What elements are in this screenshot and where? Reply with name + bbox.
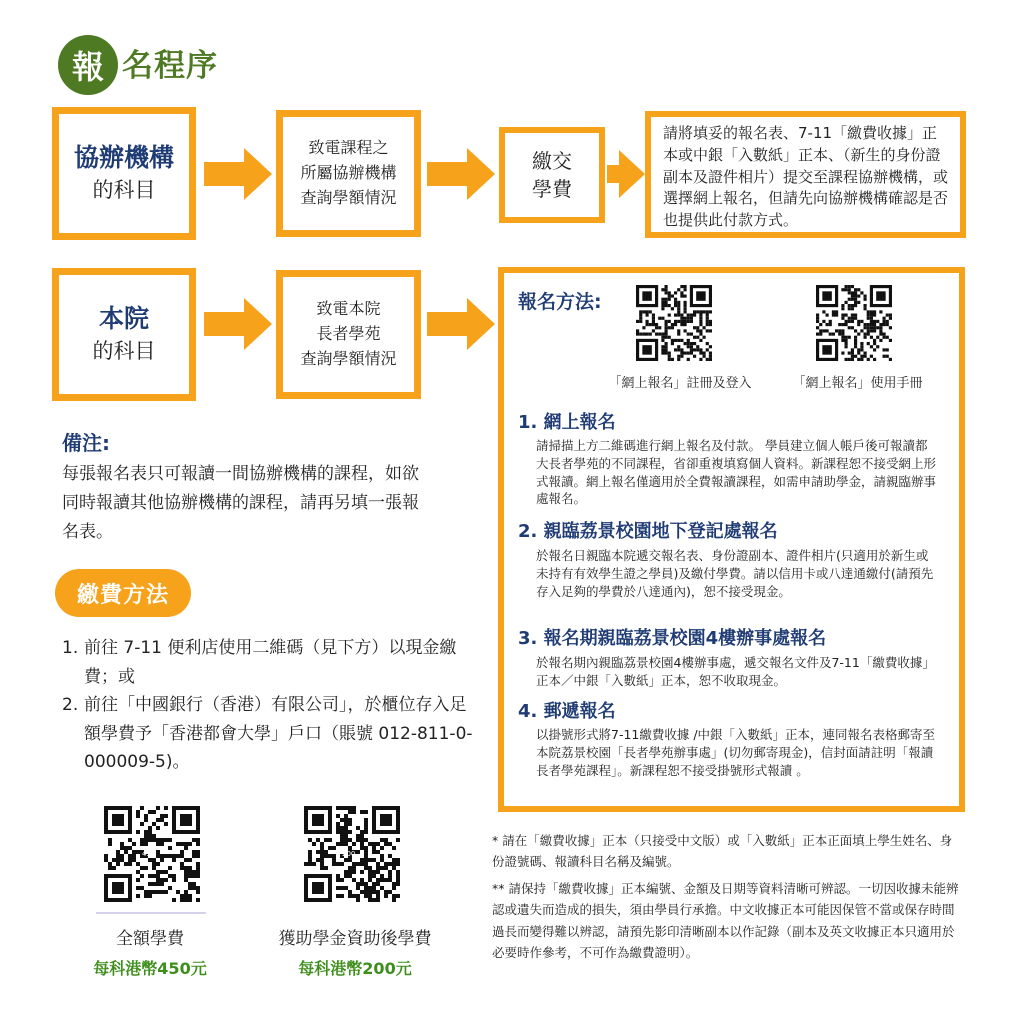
qr-label-full-fee: 全額學費 (116, 929, 184, 949)
qr-price-subsidised-fee: 每科港幣200元 (298, 959, 412, 978)
divider (96, 912, 206, 914)
flow-box-call-college (276, 270, 421, 399)
title-badge: 報 (58, 35, 118, 95)
notes-title: 備注: (62, 431, 110, 455)
flow-box-call-college-line3: 查詢學額情況 (300, 348, 397, 368)
payment-list (62, 634, 482, 777)
flow-box-submit-info (645, 111, 966, 238)
footnote-2: ** 請保持「繳費收據」正本編號、金額及日期等資料清晰可辨認。一切因收據未能辨認或遺失而造成的損失，須由學員行承擔。中文收據正本可能因保管不當或保存時間過長而變得難以辨認，請預先影印清晰副本以作記錄（副本及英文收據正本只適用於必要時作參考，不可作為繳費證明）。 (492, 881, 959, 960)
qr-center-text: 200 (342, 850, 356, 858)
flow-box-call-partner (276, 110, 421, 237)
flow-box-call-partner-line2: 所屬協辦機構 (300, 163, 397, 183)
registration-title: 報名方法: (518, 291, 602, 313)
qr-label-subsidised-fee: 獲助學金資助後學費 (278, 929, 432, 949)
payment-method-pill: 繳費方法 (55, 569, 191, 617)
payment-item-2 (62, 691, 482, 777)
arrow-right-icon (427, 148, 495, 200)
section-body-in-person-gf: 於報名日親臨本院遞交報名表、身份證副本、證件相片(只適用於新生或未持有有效學生證之學員)及繳付學費。請以信用卡或八達通繳付(請預先存入足夠的學費於八達通內)，恕不接受現金。 (536, 548, 934, 599)
flow-box-call-partner-line3: 查詢學額情況 (300, 187, 397, 207)
section-body-mail: 以掛號形式將7-11繳費收據 /中銀「入數紙」正本，連同報名表格郵寄至本院荔景校園「長者學苑辦事處」(切勿郵寄現金)，信封面請註明「報讀長者學苑課程」。新課程恕不接受掛號形式報讀 。 (536, 727, 936, 778)
payment-item-number: 1. (62, 638, 79, 658)
flow-box-college-title: 本院 (98, 304, 149, 334)
arrow-right-icon (204, 298, 272, 350)
qr-code-icon[interactable] (816, 285, 892, 361)
qr-caption-manual: 「網上報名」使用手冊 (792, 376, 923, 391)
section-heading-online: 1. 網上報名 (518, 412, 616, 433)
qr-code-online-manual (816, 285, 892, 361)
flow-box-college-sub: 的科目 (92, 339, 156, 364)
payment-item-text: 前往「中國銀行（香港）有限公司」，於櫃位存入足額學費予「香港都會大學」戶口（賬號 012-811-0-000009-5)。 (84, 695, 473, 773)
arrow-right-icon (427, 298, 495, 350)
qr-price-full-fee: 每科港幣450元 (93, 959, 207, 978)
flow-box-college-course (52, 268, 196, 401)
qr-code-icon[interactable] (636, 285, 712, 361)
qr-code-icon[interactable] (304, 806, 400, 902)
flow-box-submit-text: 請將填妥的報名表、7-11「繳費收據」正本或中銀「入數紙」正本、（新生的身份證副本及證件相片）提交至課程協辦機構，或選擇網上報名，但請先向協辦機構確認是否也提供此付款方式。 (663, 124, 949, 229)
qr-caption-login: 「網上報名」註冊及登入 (608, 376, 752, 391)
section-heading-mail: 4. 郵遞報名 (518, 701, 616, 722)
payment-item-1 (62, 634, 482, 691)
flow-box-partner-course (52, 107, 196, 240)
flow-box-pay-line2: 學費 (532, 177, 572, 201)
flow-box-pay-line1: 繳交 (532, 149, 572, 173)
flow-box-partner-sub: 的科目 (92, 178, 156, 203)
flow-box-pay-fee (499, 127, 605, 223)
section-body-online: 請掃描上方二維碼進行網上報名及付款。 學員建立個人帳戶後可報讀都大長者學苑的不同課程，省卻重複填寫個人資料。新課程恕不接受網上形式報讀。網上報名僅適用於全費報讀課程，如需申請助學金，請親臨辦事處報名。 (536, 438, 937, 507)
qr-center-text: 450 (142, 850, 156, 858)
section-heading-in-person-4f: 3. 報名期親臨荔景校園4樓辦事處報名 (518, 628, 827, 649)
section-heading-in-person-gf: 2. 親臨荔景校園地下登記處報名 (518, 521, 778, 542)
payment-item-number: 2. (62, 695, 79, 716)
flow-box-partner-title: 協辦機構 (73, 143, 174, 173)
qr-code-online-login (636, 285, 712, 361)
page-title: 名程序 (122, 48, 218, 84)
section-body-in-person-4f: 於報名期內親臨荔景校園4樓辦事處，遞交報名文件及7-11「繳費收據」正本／中銀「入數紙」正本，恕不收取現金。 (536, 655, 935, 688)
flow-box-call-college-line2: 長者學苑 (316, 324, 381, 344)
arrow-right-icon (607, 150, 647, 198)
notes-text: 每張報名表只可報讀一間協辦機構的課程，如欲同時報讀其他協辦機構的課程，請再另填一張報名表。 (62, 464, 419, 543)
footnote-1: * 請在「繳費收據」正本（只接受中文版）或「入數紙」正本正面填上學生姓名、身份證號碼、報讀科目名稱及編號。 (492, 833, 953, 870)
flow-box-call-partner-line1: 致電課程之 (308, 138, 389, 158)
arrow-right-icon (204, 148, 272, 200)
flow-box-call-college-line1: 致電本院 (316, 299, 381, 319)
qr-code-icon[interactable] (104, 806, 200, 902)
payment-item-text: 前往 7-11 便利店使用二維碼（見下方）以現金繳費；或 (84, 638, 457, 687)
